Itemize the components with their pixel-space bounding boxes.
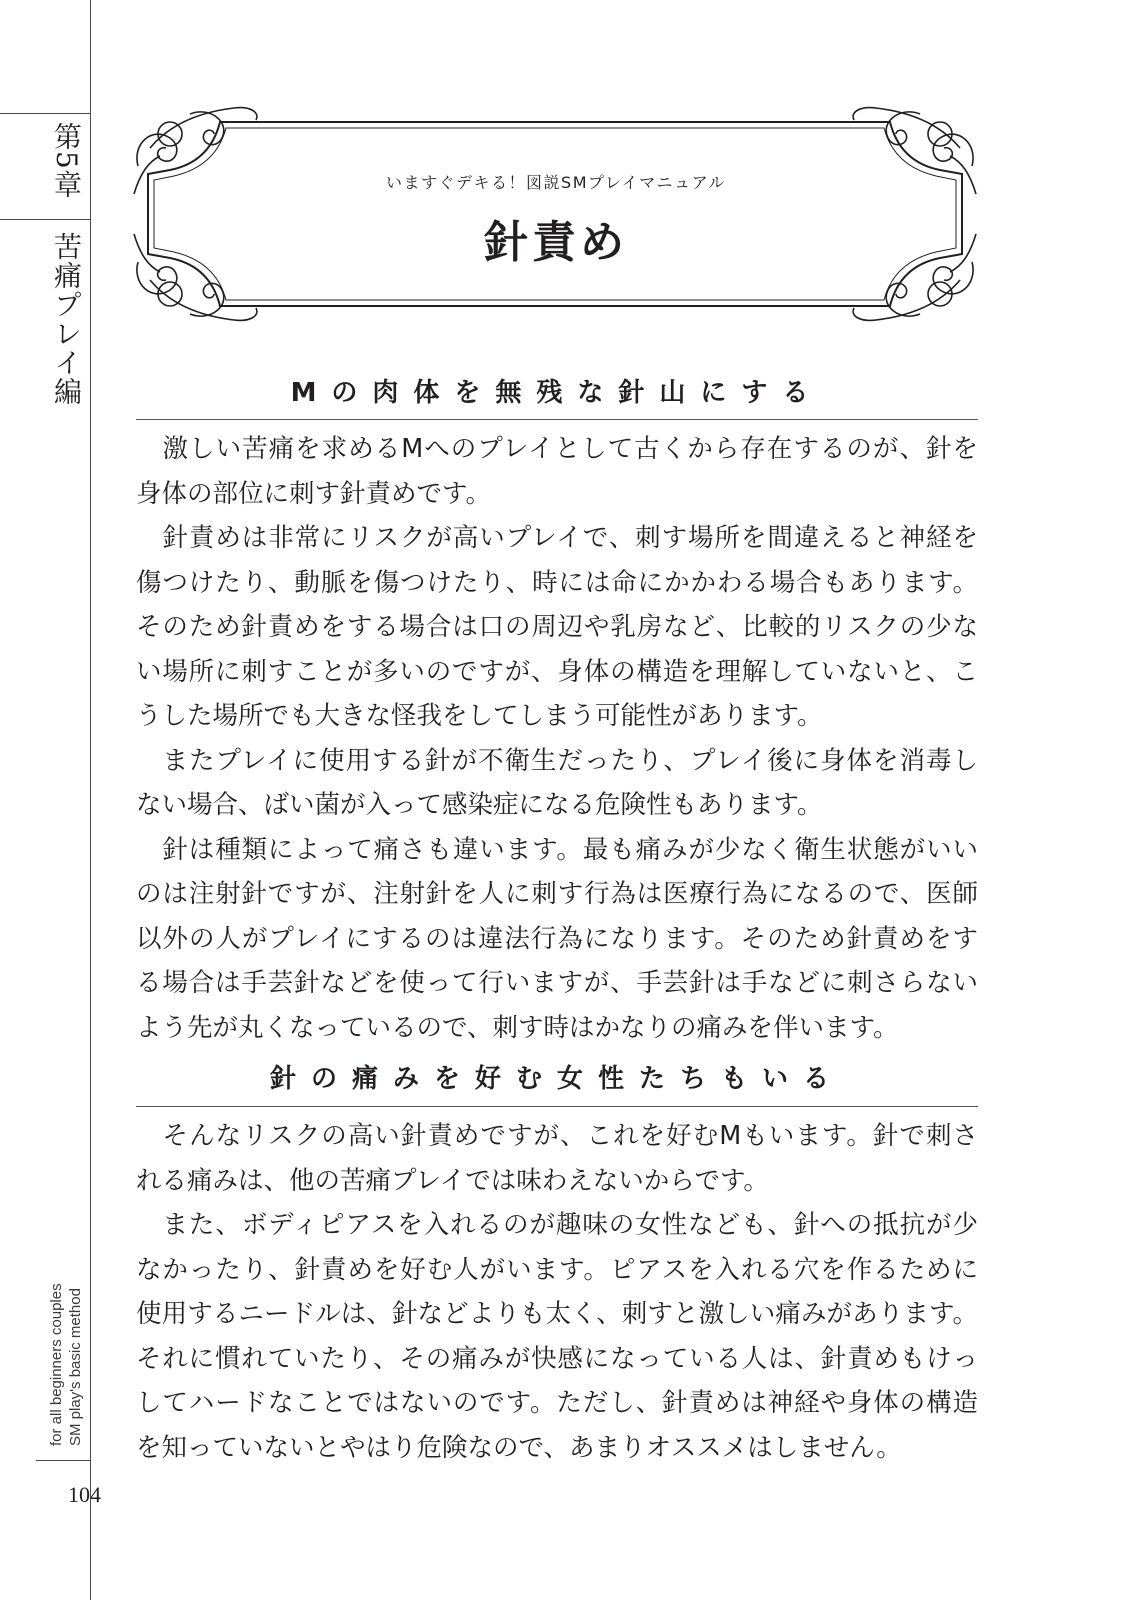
body-line: そんなリスクの高い針責めですが、これを好むMもいます。針で刺さ — [136, 1121, 978, 1151]
body-line: そのため針責めをする場合は口の周辺や乳房など、比較的リスクの少な — [136, 612, 978, 642]
corner-flourish-bottom-left — [134, 234, 257, 320]
body-line: れる痛みは、他の苦痛プレイでは味わえないからです。 — [136, 1165, 769, 1196]
body-line: 以外の人がプレイにするのは違法行為になります。そのため針責めをす — [136, 923, 978, 954]
body-line: 身体の部位に刺す針責めです。 — [136, 478, 491, 509]
margin-divider-bottom — [36, 1460, 90, 1461]
body-line: を知っていないとやはり危険なので、あまりオススメはしません。 — [136, 1432, 902, 1463]
body-line: またプレイに使用する針が不衛生だったり、プレイ後に身体を消毒し — [136, 745, 978, 776]
chapter-number: 第5章 — [50, 122, 83, 199]
section-rule-2 — [136, 1106, 978, 1107]
body-line: 使用するニードルは、針などよりも太く、刺すと激しい痛みがあります。 — [136, 1299, 978, 1329]
body-line: 激しい苦痛を求めるMへのプレイとして古くから存在するのが、針を — [136, 434, 978, 464]
body-line: また、ボディピアスを入れるのが趣味の女性なども、針への抵抗が少 — [136, 1210, 978, 1240]
section-body-1 — [136, 427, 978, 1050]
body-line: る場合は手芸針などを使って行いますが、手芸針は手などに刺さらない — [136, 968, 978, 998]
body-line: それに慣れていたり、その痛みが快感になっている人は、針責めもけっ — [136, 1343, 978, 1374]
body-line: 傷つけたり、動脈を傷つけたり、時には命にかかわる場合もあります。 — [136, 567, 978, 598]
english-tagline-1: SM play's basic method — [67, 1288, 84, 1446]
body-line: ない場合、ばい菌が入って感染症になる危険性もあります。 — [136, 790, 823, 820]
body-line: なかったり、針責めを好む人がいます。ピアスを入れる穴を作るために — [136, 1254, 978, 1285]
margin-divider-middle — [0, 219, 90, 220]
margin-vertical-rule — [90, 0, 91, 1600]
section-body-2 — [136, 1114, 978, 1470]
body-line: うした場所でも大きな怪我をしてしまう可能性があります。 — [136, 701, 823, 731]
page-number: 104 — [68, 1482, 101, 1507]
body-line: よう先が丸くなっているので、刺す時はかなりの痛みを伴います。 — [136, 1012, 899, 1043]
body-line: 針は種類によって痛さも違います。最も痛みが少なく衛生状態がいい — [136, 834, 978, 865]
body-line: してハードなことではないのです。ただし、針責めは神経や身体の構造 — [136, 1388, 978, 1418]
section-heading-2: 針の痛みを好む女性たちもいる — [269, 1064, 844, 1094]
english-tagline-2: for all beginners couples — [48, 1283, 65, 1446]
page-title: 針責め — [484, 217, 628, 268]
body-line: 針責めは非常にリスクが高いプレイで、刺す場所を間違えると神経を — [136, 523, 978, 553]
body-line: のは注射針ですが、注射針を人に刺す行為は医療行為になるので、医師 — [136, 879, 978, 909]
chapter-name: 苦痛プレイ編 — [50, 232, 83, 406]
corner-flourish-top-left — [134, 108, 257, 194]
corner-flourish-top-right — [853, 108, 976, 194]
section-rule-1 — [136, 419, 978, 420]
corner-flourish-bottom-right — [853, 234, 976, 320]
margin-divider-top — [0, 113, 90, 114]
series-title: いますぐデキる！図説SMプレイマニュアル — [386, 173, 726, 192]
body-line: い場所に刺すことが多いのですが、身体の構造を理解していないと、こ — [136, 656, 978, 687]
section-heading-1: Mの肉体を無残な針山にする — [290, 378, 824, 408]
